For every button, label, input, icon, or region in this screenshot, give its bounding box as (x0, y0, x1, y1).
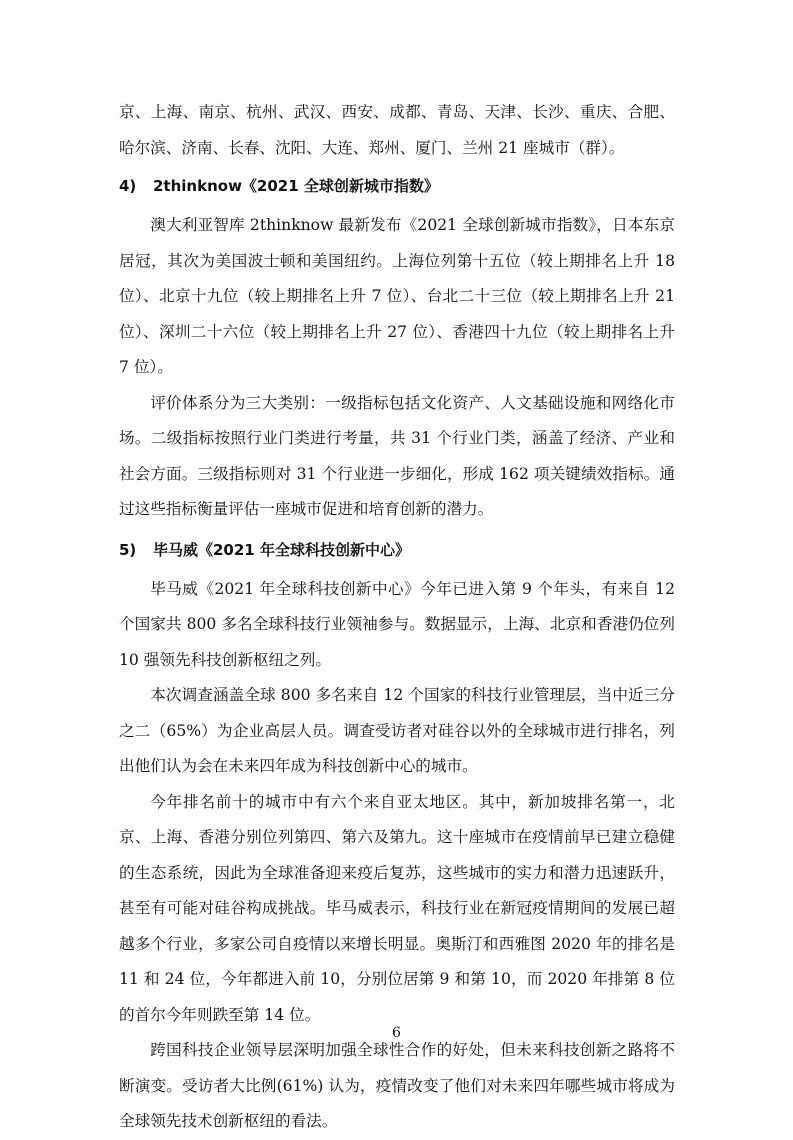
section-number: 4) (119, 177, 137, 195)
paragraph-kpmg-outlook: 跨国科技企业领导层深明加强全球性合作的好处，但未来科技创新之路将不断演变。受访者大比例(61%) 认为，疫情改变了他们对未来四年哪些城市将成为全球领先技术创新枢纽的看法。 (119, 1041, 675, 1130)
paragraph-2thinknow-ranking: 澳大利亚智库 2thinknow 最新发布《2021 全球创新城市指数》，日本东京居冠，其次为美国波士顿和美国纽约。上海位列第十五位（较上期排名上升 18 位）、北京十九位（较上期排名上升 7 位）、台北二十三位（较上期排名上升 21 位）、深圳二十六位（较上期排名上升 27 位）、香港四十九位（较上期排名上升 7 位）。 (119, 216, 675, 376)
paragraph-2thinknow-methodology: 评价体系分为三大类别：一级指标包括文化资产、人文基础设施和网络化市场。二级指标按照行业门类进行考量，共 31 个行业门类，涵盖了经济、产业和社会方面。三级指标则对 31 个行业进一步细化，形成 162 项关键绩效指标。通过这些指标衡量评估一座城市促进和培育创新的潜力。 (119, 393, 675, 518)
page-number: 6 (392, 1025, 401, 1041)
paragraph-kpmg-survey: 本次调查涵盖全球 800 多名来自 12 个国家的科技行业管理层，当中近三分之二（65%）为企业高层人员。调查受访者对硅谷以外的全球城市进行排名，列出他们认为会在未来四年成为科技创新中心的城市。 (119, 686, 675, 775)
section-number: 5) (119, 540, 137, 559)
section-heading-kpmg (119, 540, 675, 560)
paragraph-kpmg-top-ten: 今年排名前十的城市中有六个来自亚太地区。其中，新加坡排名第一，北京、上海、香港分别位列第四、第六及第九。这十座城市在疫情前早已建立稳健的生态系统，因此为全球准备迎来疫后复苏，这些城市的实力和潜力迅速跃升，甚至有可能对硅谷构成挑战。毕马威表示，科技行业在新冠疫情期间的发展已超越多个行业，多家公司自疫情以来增长明显。奥斯汀和西雅图 2020 年的排名是 11 和 24 位，今年都进入前 10，分别位居第 9 和第 10，而 2020 年排第 8 位的首尔今年则跌至第 14 位。 (119, 792, 675, 1024)
paragraph-city-list: 京、上海、南京、杭州、武汉、西安、成都、青岛、天津、长沙、重庆、合肥、哈尔滨、济南、长春、沈阳、大连、郑州、厦门、兰州 21 座城市（群）。 (119, 103, 675, 157)
section-title: 毕马威《2021 年全球科技创新中心》 (153, 540, 410, 559)
page-content (119, 95, 675, 1140)
section-title: 2thinknow《2021 全球创新城市指数》 (153, 177, 439, 195)
section-heading-2thinknow (119, 176, 675, 196)
paragraph-kpmg-overview: 毕马威《2021 年全球科技创新中心》今年已进入第 9 个年头，有来自 12 个国家共 800 多名全球科技行业领袖参与。数据显示，上海、北京和香港仍位列 10 强领先科技创新枢纽之列。 (119, 579, 675, 669)
